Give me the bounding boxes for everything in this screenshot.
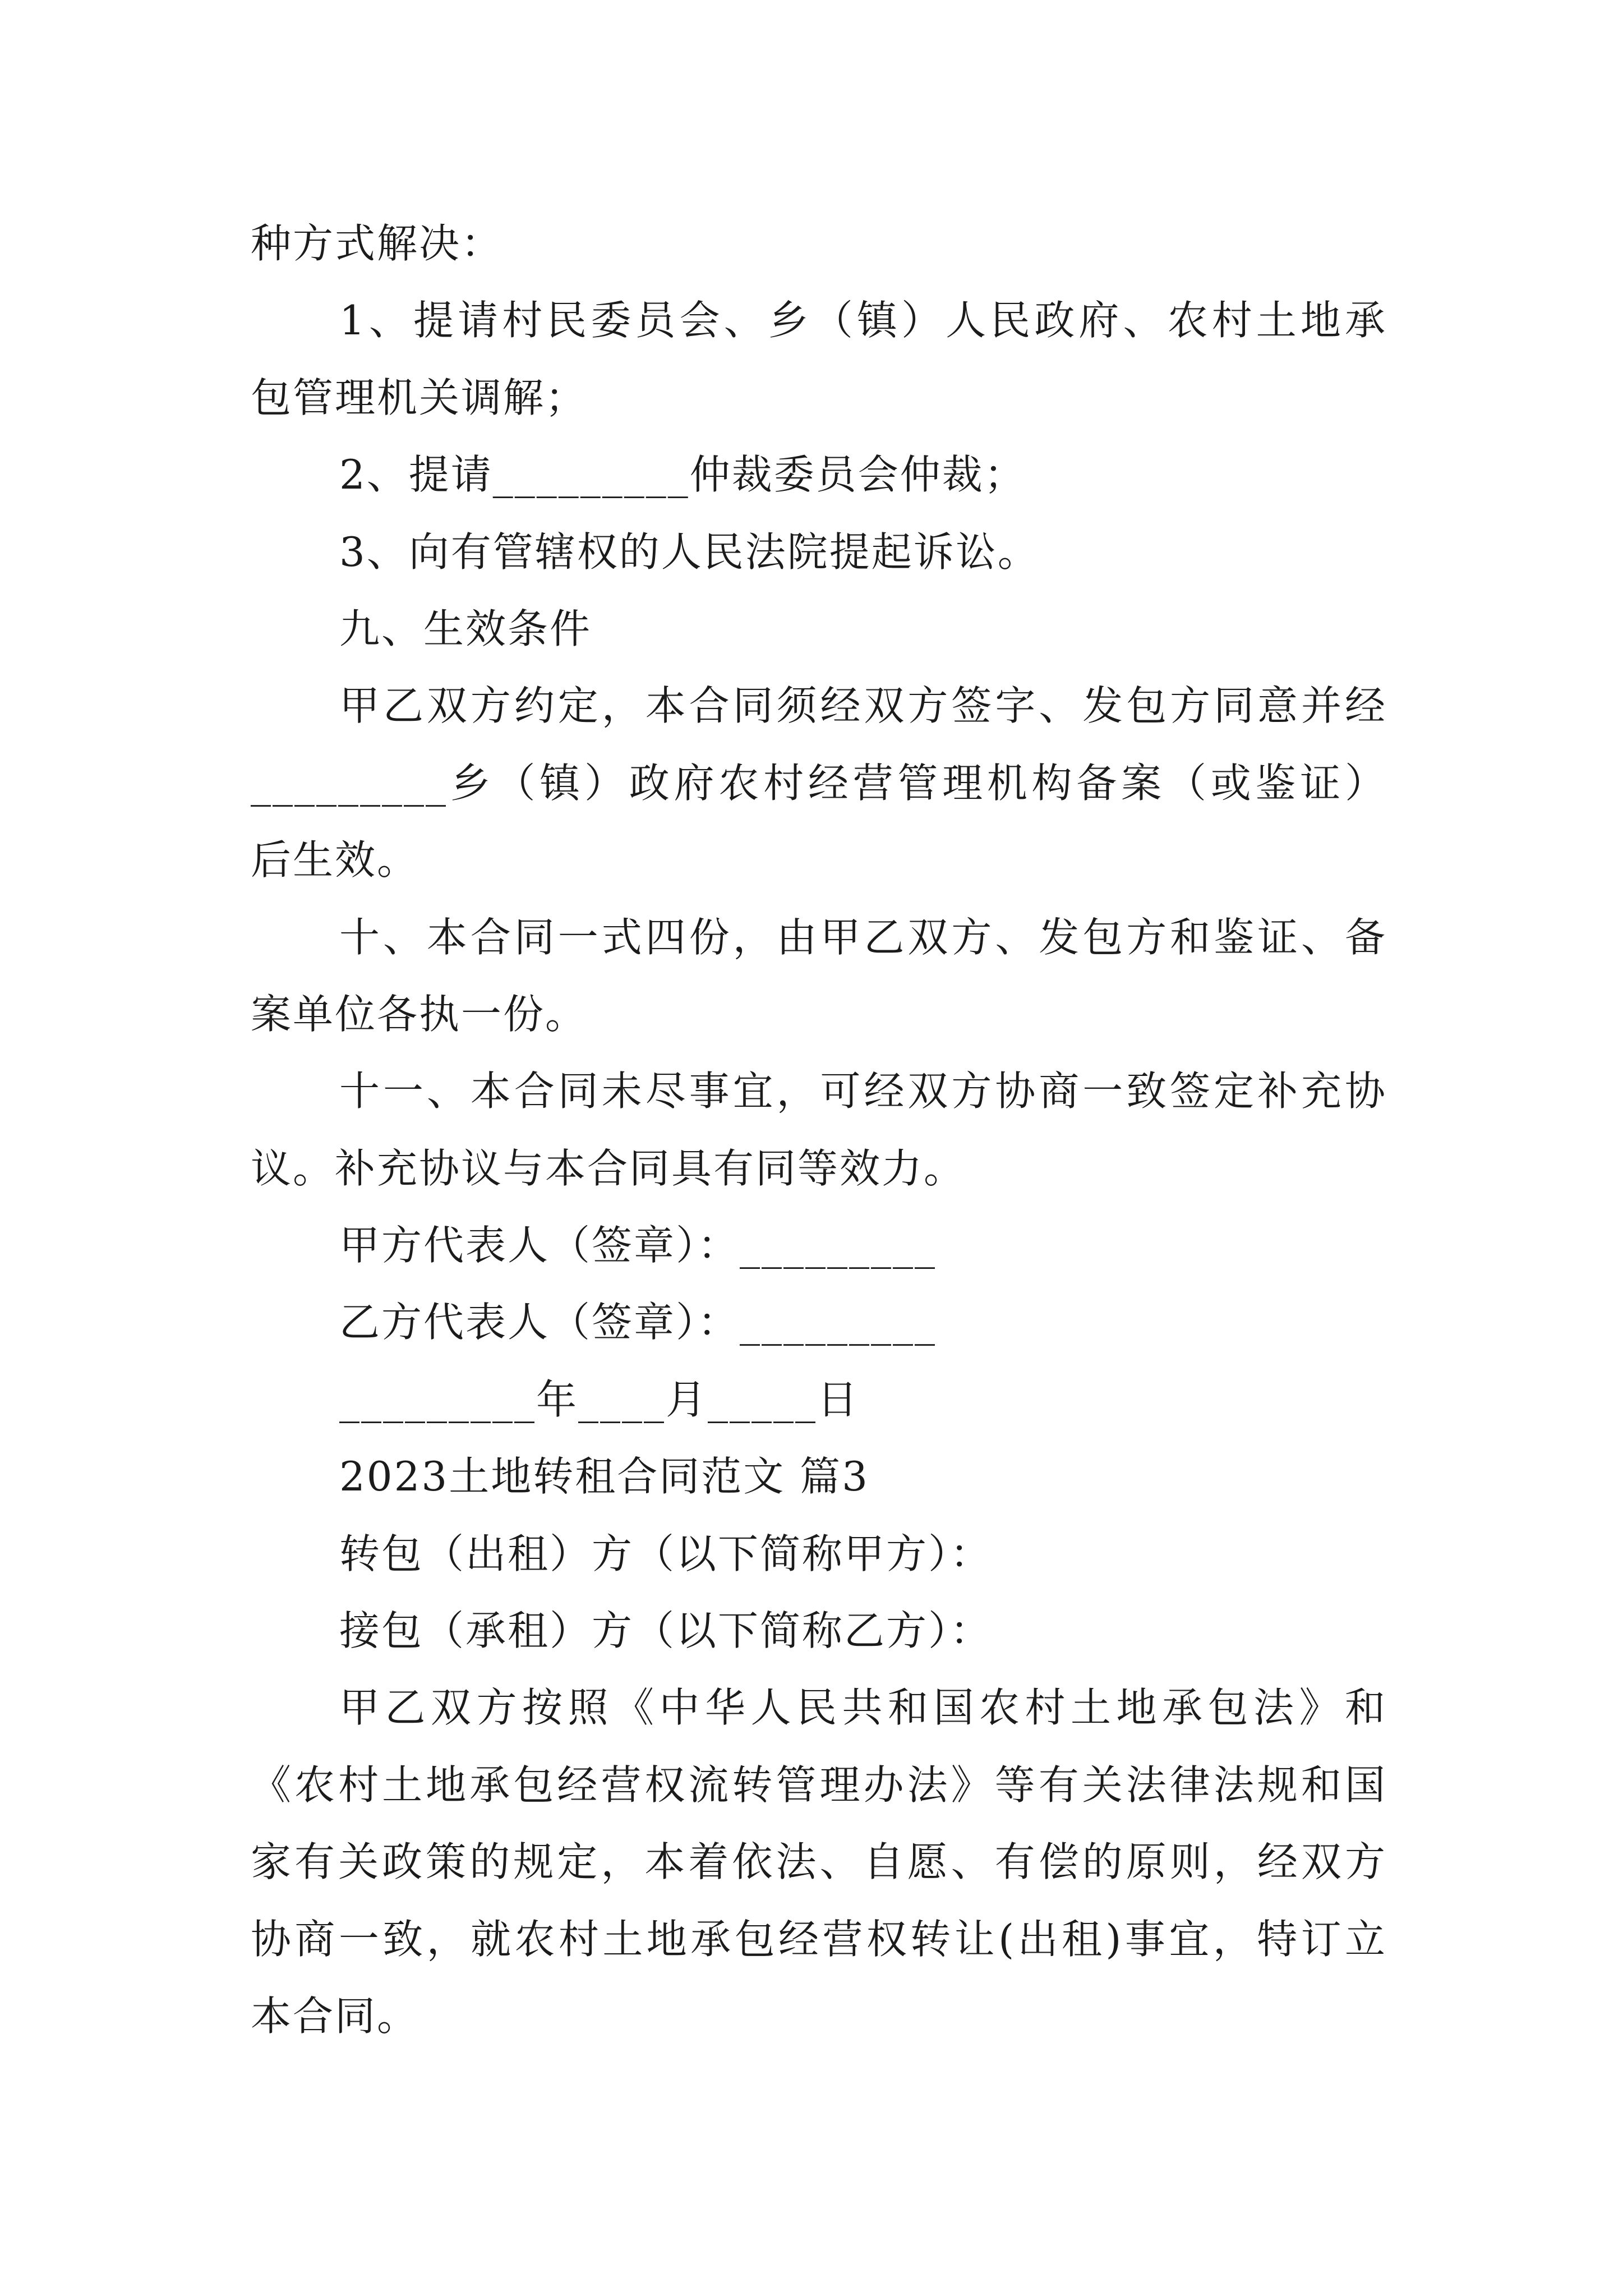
signature-line-party-a: 甲方代表人（签章）：_________ [339,1222,937,1269]
dispute-option-1: 1、提请村民委员会、乡（镇）人民政府、农村土地承 [339,297,1387,344]
effective-conditions-text-end: 后生效。 [251,836,419,884]
effective-conditions-text: 甲乙双方约定，本合同须经双方签字、发包方同意并经 [339,682,1387,730]
clause-supplementary-cont: 议。补充协议与本合同具有同等效力。 [251,1144,966,1192]
section-heading-effective-conditions: 九、生效条件 [339,605,592,652]
dispute-option-1-cont: 包管理机关调解； [251,374,588,421]
clause-copies: 十、本合同一式四份，由甲乙双方、发包方和鉴证、备 [339,913,1387,961]
preamble-line-1: 甲乙双方按照《中华人民共和国农村土地承包法》和 [339,1684,1387,1732]
dispute-option-2: 2、提请_________仲裁委员会仲裁； [339,451,1026,499]
clause-supplementary: 十一、本合同未尽事宜，可经双方协商一致签定补充协 [339,1068,1387,1115]
clause-copies-cont: 案单位各执一份。 [251,990,588,1038]
dispute-resolution-intro-tail: 种方式解决： [251,220,504,267]
preamble-line-3: 家有关政策的规定，本着依法、自愿、有偿的原则，经双方 [251,1838,1387,1886]
party-b-label: 接包（承租）方（以下简称乙方）： [339,1607,993,1655]
dispute-option-3: 3、向有管辖权的人民法院提起诉讼。 [339,528,1040,576]
date-line: _________年____月_____日 [339,1375,859,1423]
signature-line-party-b: 乙方代表人（签章）：_________ [339,1299,937,1346]
document-page [251,205,1387,2055]
preamble-line-2: 《农村土地承包经营权流转管理办法》等有关法律法规和国 [251,1761,1387,1809]
effective-conditions-text-cont: _________乡（镇）政府农村经营管理机构备案（或鉴证） [251,759,1387,807]
party-a-label: 转包（出租）方（以下简称甲方）： [339,1530,993,1577]
preamble-line-4: 协商一致，就农村土地承包经营权转让(出租)事宜，特订立 [251,1915,1387,1963]
article-title: 2023土地转租合同范文 篇3 [339,1453,869,1501]
preamble-line-5: 本合同。 [251,1992,419,2040]
